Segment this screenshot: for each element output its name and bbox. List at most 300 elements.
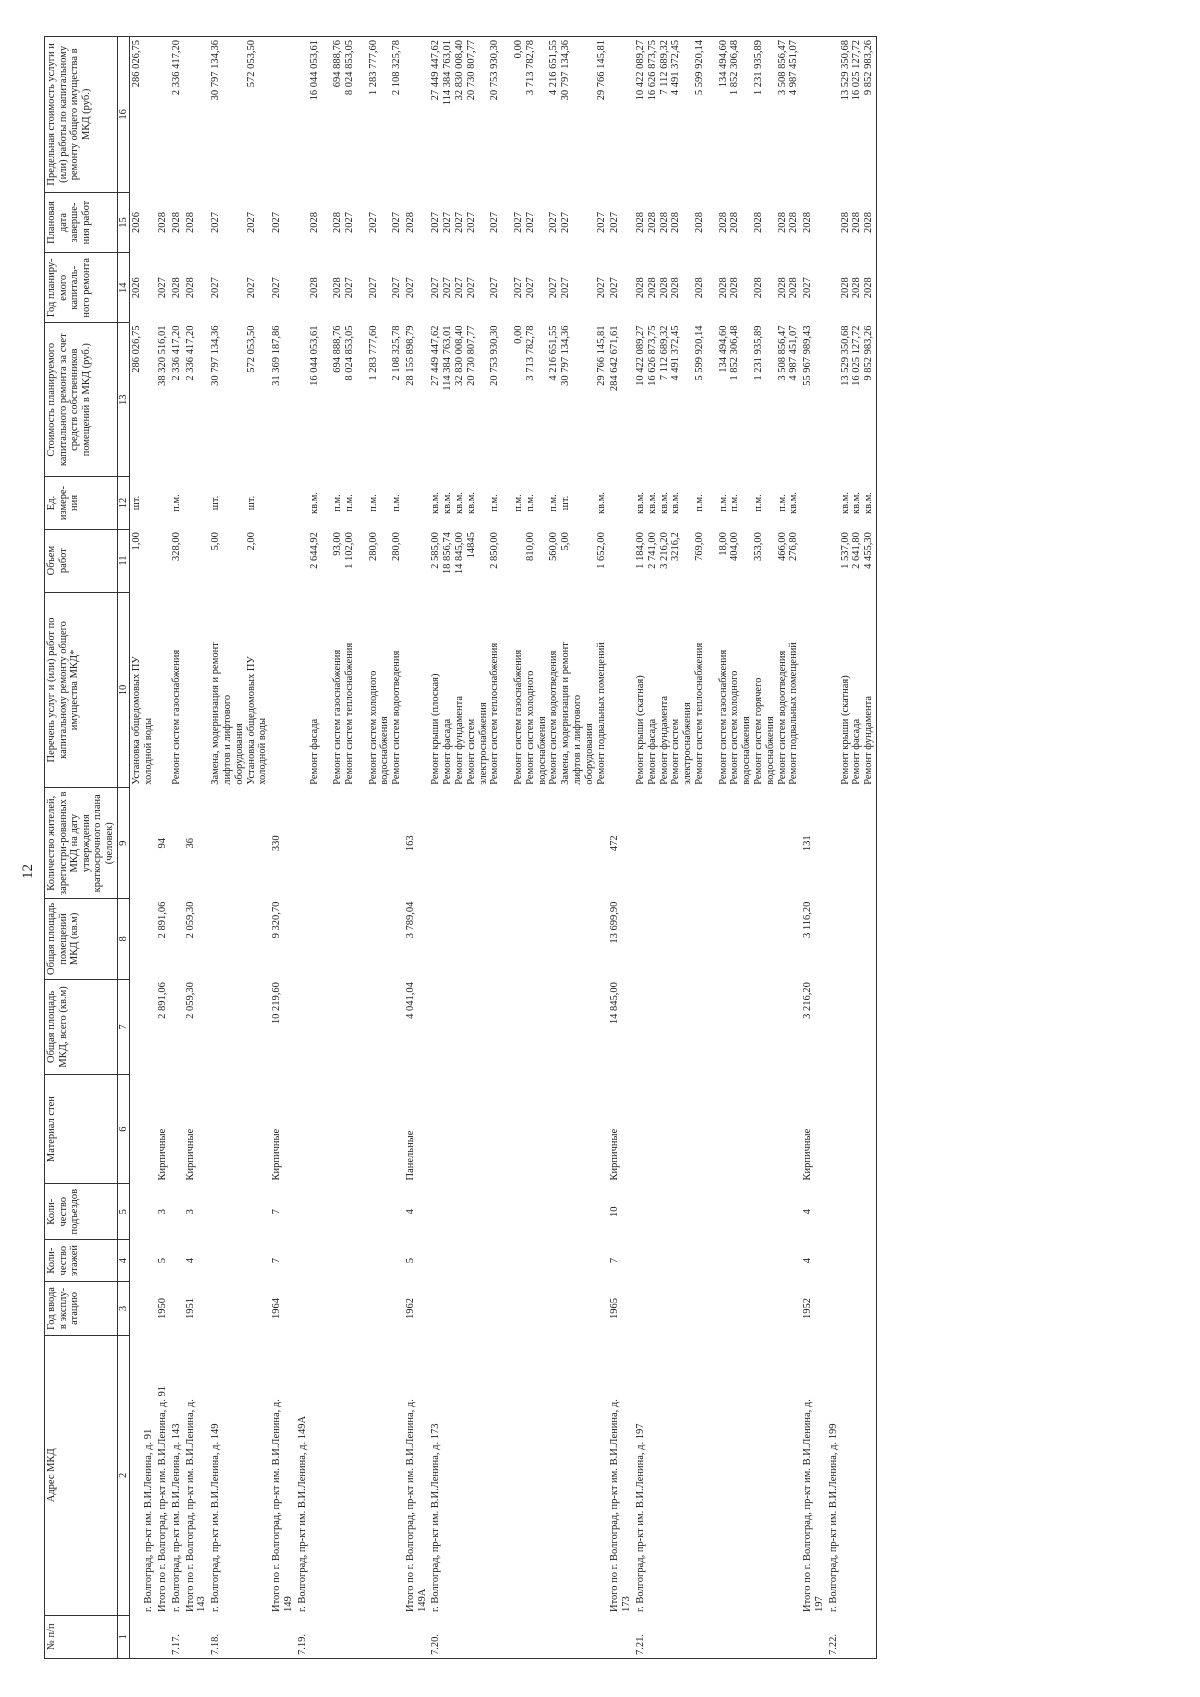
- cell-line: 1 852 306,48: [729, 40, 741, 96]
- table-header: [45, 37, 130, 1659]
- work-volume: [170, 529, 184, 592]
- cell-line: 149А: [416, 1588, 428, 1613]
- unit: [296, 477, 404, 529]
- cell-line: [706, 40, 718, 189]
- cell-line: [320, 532, 332, 589]
- works-list: [608, 592, 634, 788]
- cell-line: 32 830 008,40: [454, 325, 466, 386]
- planned-cost: [608, 323, 634, 477]
- cell-line: кв.м.: [646, 492, 658, 514]
- cell-line: [765, 256, 777, 320]
- cell-line: 20 730 807,77: [465, 40, 477, 101]
- column-header-1: № п/п: [45, 1615, 118, 1658]
- cell-line: Ремонт систем: [465, 718, 477, 785]
- column-number-11: 11: [117, 529, 130, 592]
- cell-line: 572 053,50: [245, 40, 257, 88]
- work-volume: [827, 529, 877, 592]
- total-area: 10 219,60: [271, 982, 283, 1025]
- wall-material: [634, 1075, 801, 1184]
- residents-count: [296, 788, 404, 899]
- cell-line: кв.м.: [863, 492, 875, 514]
- entrance-count: [296, 1183, 404, 1240]
- cell-line: [234, 480, 246, 526]
- cell-line: [257, 480, 269, 526]
- works-list: [404, 592, 430, 788]
- column-number-5: 5: [117, 1183, 130, 1240]
- unit: [801, 477, 827, 529]
- year-built: 1962: [404, 1297, 416, 1319]
- table-row-7.20: [429, 37, 608, 1659]
- cell-line: кв.м.: [851, 492, 863, 514]
- cell-line: [584, 480, 596, 526]
- cell-line: 2027: [802, 277, 814, 299]
- total-area: [170, 979, 184, 1075]
- cell-line: [501, 480, 513, 526]
- total-area: 4 041,04: [404, 982, 416, 1019]
- cell-line: п.м.: [776, 494, 788, 512]
- column-number-row: [117, 37, 130, 1659]
- address-cell: [130, 1336, 156, 1615]
- cell-line: [320, 595, 332, 785]
- cell-line: 4 491 372,45: [670, 40, 682, 96]
- residents-count: 330: [271, 835, 283, 852]
- work-volume: [429, 529, 608, 592]
- cell-line: 93,00: [332, 532, 344, 556]
- cell-line: 7 112 689,32: [658, 325, 670, 381]
- header-row: [45, 37, 118, 1659]
- cell-line: 28 155 898,79: [404, 325, 416, 386]
- year-built: 1950: [156, 1297, 168, 1319]
- floor-count: [170, 1240, 184, 1281]
- planned-cost: [156, 323, 170, 477]
- cell-line: [478, 195, 490, 250]
- total-area: [209, 979, 270, 1075]
- repair-year: [608, 253, 634, 323]
- cell-line: 13 529 350,68: [839, 325, 851, 386]
- cell-line: 2027: [548, 277, 560, 299]
- cell-line: 4 455,30: [863, 532, 875, 569]
- cell-line: кв.м.: [430, 492, 442, 514]
- cell-line: 2027: [560, 212, 572, 234]
- cell-line: г. Волгоград, пр-кт им. В.И.Ленина, д. 149А: [296, 1415, 308, 1613]
- cell-line: 2028: [694, 212, 706, 234]
- cell-line: 134 494,60: [717, 325, 729, 373]
- wall-material: Кирпичные: [271, 1128, 283, 1181]
- cell-line: 466,00: [776, 532, 788, 561]
- cell-line: 2028: [753, 277, 764, 299]
- cell-line: 2027: [595, 277, 607, 299]
- limit-cost: [296, 37, 404, 193]
- work-volume: [270, 529, 296, 592]
- column-number-15: 15: [117, 192, 130, 253]
- address-cell: [156, 1336, 170, 1615]
- completion-year: [296, 192, 404, 253]
- cell-line: 2028: [635, 277, 647, 299]
- cell-line: 2027: [465, 212, 477, 234]
- cell-line: [572, 40, 584, 189]
- cell-line: 2,00: [245, 532, 257, 551]
- completion-year: [608, 192, 634, 253]
- cell-line: [706, 326, 718, 474]
- address-cell: [404, 1336, 430, 1615]
- premises-area: 3 789,04: [404, 901, 416, 939]
- cell-line: 1 231 935,89: [753, 325, 764, 381]
- column-header-2: Адрес МКД: [45, 1336, 118, 1615]
- address-cell: [170, 1336, 184, 1615]
- cell-line: 2027: [430, 212, 442, 234]
- floor-count: 5: [156, 1258, 168, 1264]
- cell-line: [356, 256, 368, 320]
- cell-line: [356, 480, 368, 526]
- floor-count: [209, 1240, 270, 1281]
- residents-count: 163: [404, 835, 416, 852]
- cell-line: 2 850,00: [489, 532, 501, 569]
- cell-line: лифтов и лифтового: [221, 694, 233, 785]
- work-volume: [156, 529, 170, 592]
- cell-line: 8 024 853,05: [343, 325, 355, 381]
- floor-count: [827, 1240, 877, 1281]
- cell-line: [379, 195, 391, 250]
- cell-line: [257, 326, 269, 474]
- cell-line: п.м.: [548, 494, 560, 512]
- cell-line: 16 626 873,75: [646, 325, 658, 386]
- cell-line: 2028: [851, 212, 863, 234]
- cell-line: 2027: [343, 212, 355, 234]
- premises-area: 3 116,20: [802, 901, 814, 939]
- cell-line: Ремонт фасада: [308, 718, 320, 785]
- cell-line: [478, 326, 490, 474]
- cell-line: 2027: [271, 212, 283, 234]
- cell-line: 5,00: [210, 532, 222, 551]
- cell-line: [356, 532, 368, 589]
- wall-material: Панельные: [404, 1130, 416, 1181]
- cell-line: г. Волгоград, пр-кт им. В.И.Ленина, д. 143: [170, 1423, 182, 1613]
- cell-line: [379, 326, 391, 474]
- cell-line: водоснабжения: [536, 716, 548, 785]
- cell-line: [222, 40, 234, 189]
- cell-line: 2 336 417,20: [184, 325, 196, 381]
- residents-count: [130, 788, 156, 899]
- cell-line: 2028: [404, 212, 416, 234]
- cell-line: 10 422 089,27: [635, 325, 647, 386]
- cell-line: 0,00: [513, 40, 525, 59]
- table-row-7.17: [170, 37, 184, 1659]
- floor-count: 5: [404, 1258, 416, 1264]
- cell-line: 2027: [489, 277, 501, 299]
- cell-line: [234, 40, 246, 189]
- cell-line: [682, 40, 694, 189]
- cell-line: г. Волгоград, пр-кт им. В.И.Ленина, д. 149: [210, 1423, 222, 1613]
- cell-line: 2027: [524, 277, 536, 299]
- column-header-3: Год ввода в эксплу-атацию: [45, 1281, 118, 1335]
- residents-count: [634, 788, 801, 899]
- cell-line: Замена, модернизация и ремонт: [210, 642, 222, 785]
- column-number-16: 16: [117, 37, 130, 193]
- cell-line: 114 384 763,01: [442, 325, 454, 391]
- premises-area: 2 891,06: [156, 901, 168, 939]
- cell-line: 2028: [646, 277, 658, 299]
- cell-line: 284 642 671,61: [609, 325, 621, 392]
- cell-line: кв.м.: [308, 492, 320, 514]
- column-header-11: Объем работ: [45, 529, 118, 592]
- cell-line: [478, 532, 490, 589]
- cell-line: 280,00: [367, 532, 379, 561]
- unit: [270, 477, 296, 529]
- column-header-9: Количество жителей, зарегистри-рованных в МКД на дату утверждения краткосрочного плана (человек): [45, 788, 118, 899]
- cell-line: 134 494,60: [717, 40, 729, 88]
- limit-cost: [270, 37, 296, 193]
- entrance-count: 3: [184, 1209, 196, 1215]
- cell-line: [828, 40, 840, 189]
- cell-line: 5 599 920,14: [694, 325, 706, 381]
- cell-line: 5,00: [560, 532, 572, 551]
- cell-line: водоснабжения: [764, 716, 776, 785]
- cell-line: [297, 256, 309, 320]
- cell-line: 2028: [839, 212, 851, 234]
- column-number-13: 13: [117, 323, 130, 477]
- row-number: [130, 1615, 156, 1658]
- cell-line: п.м.: [391, 494, 403, 512]
- cell-line: [513, 532, 525, 589]
- cell-line: [501, 595, 513, 785]
- planned-cost: [270, 323, 296, 477]
- cell-line: шт.: [245, 495, 257, 511]
- cell-line: 694 888,76: [332, 325, 344, 373]
- cell-line: [501, 256, 513, 320]
- limit-cost: [827, 37, 877, 193]
- cell-line: 4 987 451,07: [788, 325, 800, 381]
- completion-year: [184, 192, 210, 253]
- cell-line: [828, 326, 840, 474]
- planned-cost: [130, 323, 156, 477]
- works-list: [209, 592, 270, 788]
- cell-line: [741, 532, 753, 589]
- cell-line: 13 529 350,68: [839, 40, 851, 101]
- cell-line: 2028: [670, 212, 682, 234]
- cell-line: [501, 326, 513, 474]
- column-header-7: Общая площадь МКД, всего (кв.м): [45, 979, 118, 1075]
- cell-line: 16 044 053,61: [308, 40, 320, 101]
- limit-cost: [170, 37, 184, 193]
- cell-line: Ремонт подвальных помещений: [595, 642, 607, 785]
- cell-line: 9 852 983,26: [863, 325, 875, 381]
- cell-line: [297, 480, 309, 526]
- cell-line: [741, 326, 753, 474]
- cell-line: [297, 40, 309, 189]
- cell-line: 2 108 325,78: [391, 40, 403, 96]
- cell-line: 1 102,00: [343, 532, 355, 569]
- cell-line: 18 856,74: [442, 532, 454, 575]
- cell-line: п.м.: [753, 494, 764, 512]
- cell-line: 353,00: [753, 532, 764, 561]
- cell-line: [572, 326, 584, 474]
- cell-line: 16 044 053,61: [308, 325, 320, 386]
- cell-line: электроснабжения: [477, 702, 489, 785]
- cell-line: [234, 326, 246, 474]
- cell-line: [222, 195, 234, 250]
- cell-line: 3 713 782,78: [524, 325, 536, 381]
- cell-line: 2028: [658, 212, 670, 234]
- completion-year: [156, 192, 170, 253]
- entrance-count: [209, 1183, 270, 1240]
- cell-line: [297, 595, 309, 785]
- column-number-1: 1: [117, 1615, 130, 1658]
- cell-line: 4 491 372,45: [670, 325, 682, 381]
- year-built: 1952: [802, 1297, 814, 1319]
- cell-line: п.м.: [343, 494, 355, 512]
- cell-line: 30 797 134,36: [210, 325, 222, 386]
- address-cell: [270, 1336, 296, 1615]
- cell-line: кв.м.: [670, 492, 682, 514]
- cell-line: 2 585,00: [430, 532, 442, 569]
- address-cell: [429, 1336, 608, 1615]
- cell-line: 2028: [332, 212, 344, 234]
- year-built: [634, 1281, 801, 1335]
- cell-line: Ремонт систем холодного: [367, 670, 379, 785]
- cell-line: электроснабжения: [682, 702, 694, 785]
- column-number-10: 10: [117, 592, 130, 788]
- cell-line: 20 753 930,30: [489, 40, 501, 101]
- cell-line: [584, 195, 596, 250]
- cell-line: 30 797 134,36: [560, 325, 572, 386]
- cell-line: [828, 480, 840, 526]
- completion-year: [209, 192, 270, 253]
- planned-cost: [404, 323, 430, 477]
- cell-line: 27 449 447,62: [430, 325, 442, 386]
- planned-cost: [801, 323, 827, 477]
- table-body: [130, 37, 877, 1659]
- cell-line: [828, 256, 840, 320]
- table-row-7.21: [634, 37, 801, 1659]
- cell-line: [537, 195, 549, 250]
- year-built: 1951: [184, 1297, 196, 1319]
- repair-year: [209, 253, 270, 323]
- limit-cost: [130, 37, 156, 193]
- cell-line: [222, 532, 234, 589]
- cell-line: [682, 326, 694, 474]
- column-header-5: Коли-чество подъездов: [45, 1183, 118, 1240]
- cell-line: 2027: [156, 277, 168, 299]
- cell-line: Ремонт крыши (плоская): [430, 673, 442, 785]
- table-row-total: [404, 37, 430, 1659]
- cell-line: 276,80: [788, 532, 800, 561]
- cell-line: [682, 195, 694, 250]
- cell-line: кв.м.: [454, 492, 466, 514]
- cell-line: Ремонт фасада: [851, 718, 863, 785]
- unit: [827, 477, 877, 529]
- cell-line: п.м.: [694, 494, 706, 512]
- completion-year: [827, 192, 877, 253]
- entrance-count: [130, 1183, 156, 1240]
- floor-count: [429, 1240, 608, 1281]
- address-cell: [801, 1336, 827, 1615]
- cell-line: п.м.: [729, 494, 741, 512]
- cell-line: [572, 532, 584, 589]
- cell-line: 30 797 134,36: [560, 40, 572, 101]
- cell-line: Ремонт систем водоотведения: [776, 650, 788, 785]
- cell-line: Ремонт систем теплоснабжения: [343, 642, 355, 785]
- limit-cost: [209, 37, 270, 193]
- row-number: [270, 1615, 296, 1658]
- cell-line: 1 652,00: [595, 532, 607, 569]
- cell-line: 2027: [524, 212, 536, 234]
- cell-line: 2 641,80: [851, 532, 863, 569]
- cell-line: 560,00: [548, 532, 560, 561]
- year-built: [209, 1281, 270, 1335]
- entrance-count: 3: [156, 1209, 168, 1215]
- cell-line: 2028: [776, 277, 788, 299]
- cell-line: [537, 532, 549, 589]
- cell-line: 2028: [863, 277, 875, 299]
- cell-line: 16 025 127,72: [851, 40, 863, 101]
- total-area: [296, 979, 404, 1075]
- cell-line: 27 449 447,62: [430, 40, 442, 101]
- cell-line: 10 422 089,27: [635, 40, 647, 101]
- cell-line: шт.: [210, 495, 222, 511]
- cell-line: Ремонт систем водоотведения: [548, 650, 560, 785]
- work-volume: [209, 529, 270, 592]
- premises-area: 9 320,70: [271, 901, 283, 939]
- total-area: 2 891,06: [156, 982, 168, 1019]
- cell-line: 3 508 856,47: [776, 40, 788, 96]
- completion-year: [170, 192, 184, 253]
- cell-line: 2027: [465, 277, 477, 299]
- row-number: 7.20.: [429, 1615, 608, 1658]
- cell-line: 2028: [658, 277, 670, 299]
- cell-line: 18,00: [717, 532, 729, 556]
- cell-line: 20 730 807,77: [465, 325, 477, 386]
- address-cell: [209, 1336, 270, 1615]
- completion-year: [634, 192, 801, 253]
- cell-line: Ремонт фундамента: [454, 695, 466, 785]
- repair-year: [827, 253, 877, 323]
- cell-line: [572, 195, 584, 250]
- cell-line: 2 741,00: [646, 532, 658, 569]
- cell-line: 2027: [343, 277, 355, 299]
- cell-line: 32 830 008,40: [454, 40, 466, 101]
- cell-line: 2027: [367, 277, 379, 299]
- planned-cost: [827, 323, 877, 477]
- entrance-count: 4: [802, 1209, 814, 1215]
- cell-line: 2028: [717, 277, 729, 299]
- repair-year: [184, 253, 210, 323]
- premises-area: [429, 899, 608, 979]
- cell-line: кв.м.: [839, 492, 851, 514]
- cell-line: 4 216 651,55: [548, 40, 560, 96]
- column-header-14: Год планиру-емого капиталь-ного ремонта: [45, 253, 118, 323]
- table-row-total: [184, 37, 210, 1659]
- cell-line: 2028: [788, 212, 800, 234]
- column-number-12: 12: [117, 477, 130, 529]
- wall-material: Кирпичные: [184, 1128, 196, 1181]
- premises-area: 2 059,30: [184, 901, 196, 939]
- cell-line: холодной воды: [143, 717, 155, 785]
- column-number-8: 8: [117, 899, 130, 979]
- address-cell: [634, 1336, 801, 1615]
- wall-material: Кирпичные: [609, 1128, 621, 1181]
- works-list: [634, 592, 801, 788]
- cell-line: [257, 532, 269, 589]
- table-row-total: [608, 37, 634, 1659]
- cell-line: 2027: [271, 277, 283, 299]
- cell-line: 14845: [465, 532, 477, 559]
- row-number: [404, 1615, 430, 1658]
- cell-line: 1 852 306,48: [729, 325, 741, 381]
- cell-line: 2 336 417,20: [170, 325, 182, 381]
- cell-line: Ремонт систем холодного: [524, 670, 536, 785]
- unit: [608, 477, 634, 529]
- cell-line: 2027: [404, 277, 416, 299]
